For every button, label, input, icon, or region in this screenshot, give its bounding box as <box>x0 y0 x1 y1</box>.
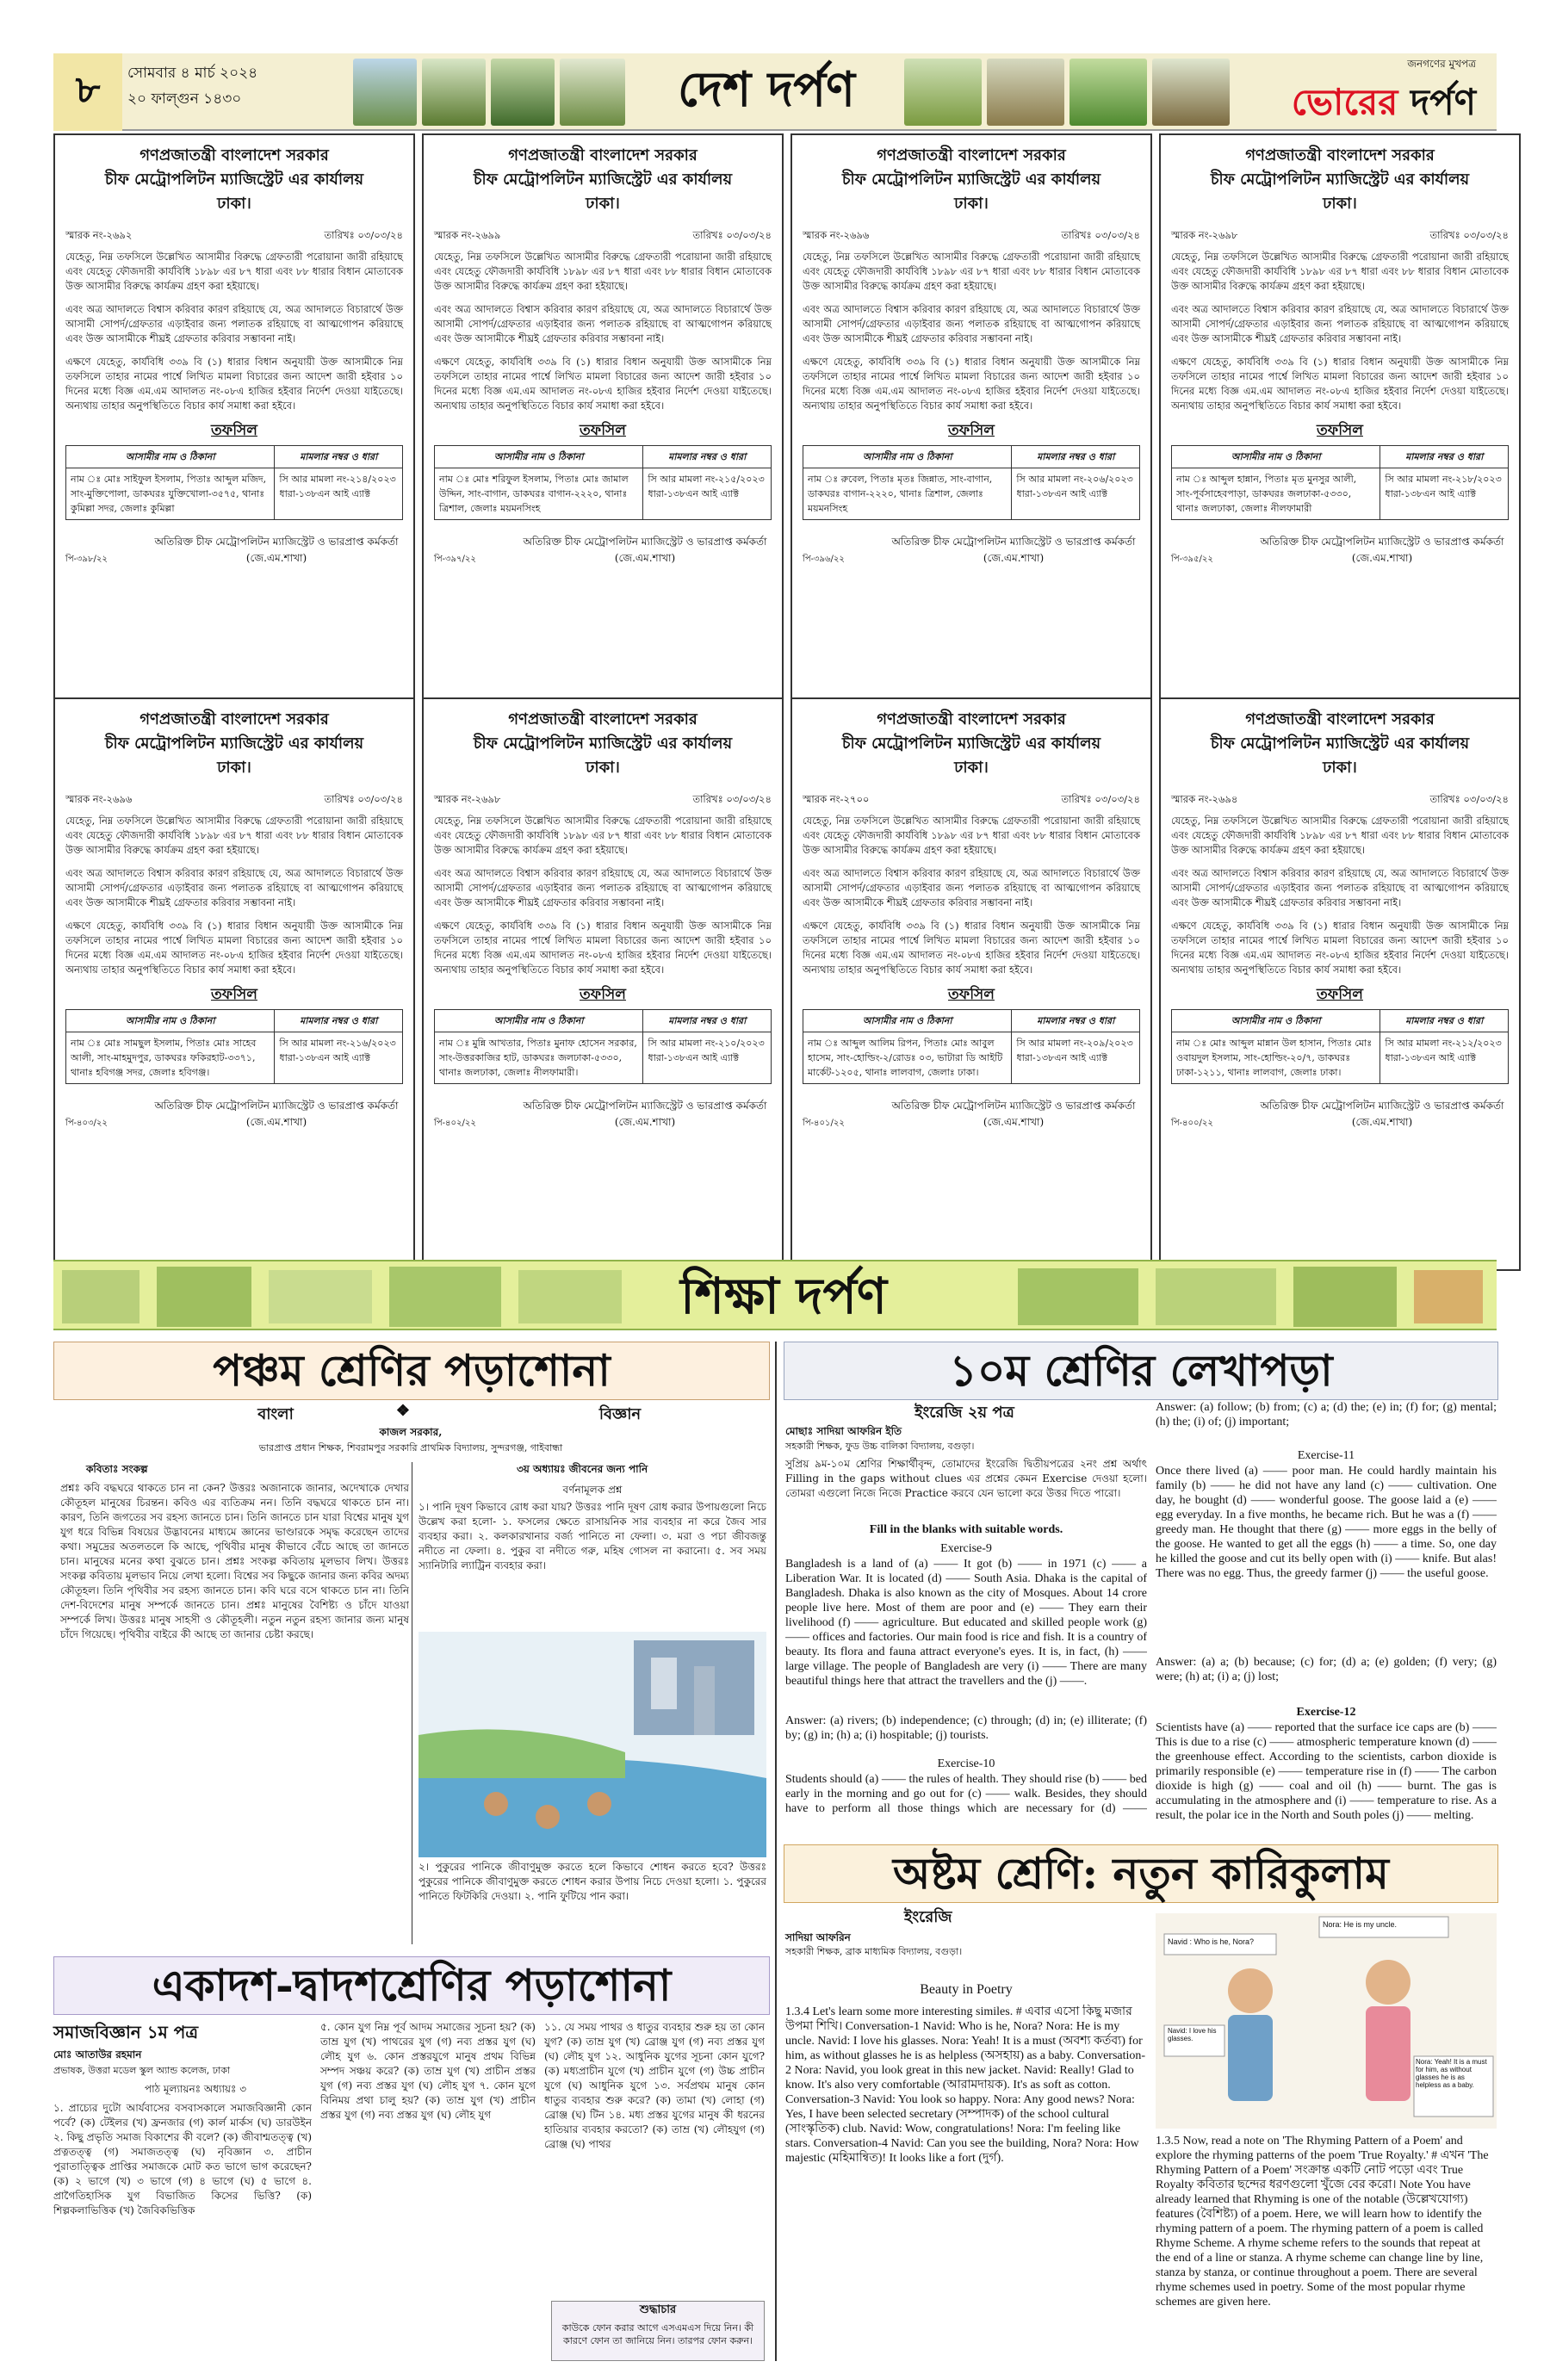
notice-paragraph-1: যেহেতু, নিম্ন তফসিলে উল্লেখিত আসামীর বিরুদ্ধে গ্রেফতারী পরোয়ানা জারী রহিয়াছে এবং যেহেতু ফৌজদারী কার্যবিধি ১৮৯৮ এর ৮৭ ধারা এবং ৮৮ ধারার বিধান মোতাবেক উক্ত আসামীর বিরুদ্ধে কার্যক্রম গ্রহণ করা হইয়াছে। <box>1171 815 1509 856</box>
exercise12-text: Scientists have (a) —— reported that the surface ice caps are (b) —— This is due to a rise (c) —— atmospheric temperature known (d) —— the greenhouse effect. According to the scientists, carbon dioxide is primarily responsible (e) —— temperature rise in (f) —— The carbon dioxide is high (g) —— coal and oil (h) —— burnt. The gas is accumulating in the atmosphere and (i) —— temperature to rise. As a result, the polar ice in the North and South poles (j) —— melting. <box>1156 1721 1497 1822</box>
date-block <box>127 60 350 122</box>
notice-office: চীফ মেট্রোপলিটন ম্যাজিস্ট্রেট এর কার্যালয় <box>1210 170 1470 189</box>
table-header: মামলার নম্বর ও ধারা <box>275 1010 403 1032</box>
photo <box>1070 59 1147 126</box>
notice-code: পি-৩৯৮/২২ <box>65 555 108 564</box>
notice-office: চীফ মেট্রোপলিটন ম্যাজিস্ট্রেট এর কার্যালয় <box>841 734 1101 753</box>
notice-ref: স্মারক নং-২৭০০ <box>803 793 870 805</box>
notice-paragraph-2: এবং অত্র আদালতে বিশ্বাস করিবার কারণ রহিয়াছে যে, অত্র আদালতে বিচারার্থে উক্ত আসামী সোপর্দ/গ্রেফতার এড়াইবার জন্য পলাতক রহিয়াছে বা আত্মগোপন করিয়াছে এবং উক্ত আসামীকে শীঘ্রই গ্রেফতার করিবার সম্ভাবনা নাই। <box>803 867 1140 908</box>
notice-paragraph-3: এক্ষণে যেহেতু, কার্যবিধি ৩৩৯ বি (১) ধারার বিধান অনুযায়ী উক্ত আসামীকে নিম্ন তফসিলে তাহার নামের পার্শ্বে লিখিত মামলা বিচারের জন্য আদেশ জারী হইবার ১০ দিনের মধ্যে বিজ্ঞ এম.এম আদালত নং-০৮এ হাজির হইবার নির্দেশ দেওয়া যাইতেছে। অন্যথায় তাহার অনুপস্থিতিতে বিচার কার্য সমাধা করা হইবে। <box>434 920 772 976</box>
notice-office: চীফ মেট্রোপলিটন ম্যাজিস্ট্রেট এর কার্যালয় <box>473 734 733 753</box>
class8-lesson-text2: 1.3.5 Now, read a note on 'The Rhyming Pattern of a Poem' and explore the rhyming patterns of the poem 'True Royalty.' # এখন 'The Rhyming Pattern of a Poem' সংক্রান্ত একটি নোট পড়ো এবং True Royalty কবিতার ছন্দের ধরণগুলো খুঁজে বের করো। Note You have already learned that Rhyming is one of the notable (উল্লেখযোগ্য) features (বৈশিষ্ট্য) of a poem. Here, we will learn how to identify the rhyming pattern of a poem. The rhyming pattern of a poem is called Rhyme Scheme. A rhyme scheme refers to the sounds that repeat at the end of a line or stanza. A rhyme scheme can change line by line, stanza by stanza, or continue throughout a poem. There are several rhyme schemes used in poetry. Some of the most popular rhyme schemes are given here. <box>1156 2135 1489 2309</box>
notice-government: গণপ্রজাতন্ত্রী বাংলাদেশ সরকার <box>877 146 1066 164</box>
speech-bubble-4: Nora: Yeah! It is a must for him, as without glasses he is as helpless as a baby. <box>1416 2058 1487 2089</box>
accused-details: নাম ঃ আব্দুল হান্নান, পিতাঃ মৃত মুনসুর আলী, সাং-পূর্বসাহেবপাড়া, ডাকঘরঃ জলঢাকা-৫৩৩০, থানাঃ জলঢাকা, জেলাঃ নীলফামারী <box>1172 468 1380 520</box>
notice-date: তারিখঃ ০৩/০৩/২৪ <box>1061 793 1140 805</box>
class8-title: অষ্টম শ্রেণি: নতুন কারিকুলাম <box>784 1844 1498 1903</box>
exercise9-title: Exercise-9 <box>940 1542 992 1555</box>
notice-schedule-table <box>803 445 1140 520</box>
notice-schedule-title: তফসিল <box>1317 422 1363 439</box>
notice-signature: অতিরিক্ত চীফ মেট্রোপলিটন ম্যাজিস্ট্রেট ও ভারপ্রাপ্ত কর্মকর্তা (জে.এম.শাখা) <box>154 1100 399 1128</box>
class5-science-q2: ২। পুকুরের পানিকে জীবাণুমুক্ত করতে হলে কিভাবে শোধন করতে হবে? উত্তরঃ পুকুরের পানিকে জীবাণুমুক্ত করতে শোধন করার উপায় নিচে দেওয়া হলো। ১. পুকুরের পানিতে ফিটকিরি দেওয়া। ২. পানি ফুটিয়ে পান করা। <box>418 1861 766 1902</box>
notice-schedule-title: তফসিল <box>948 422 995 439</box>
notice-paragraph-2: এবং অত্র আদালতে বিশ্বাস করিবার কারণ রহিয়াছে যে, অত্র আদালতে বিচারার্থে উক্ত আসামী সোপর্দ/গ্রেফতার এড়াইবার জন্য পলাতক রহিয়াছে বা আত্মগোপন করিয়াছে এবং উক্ত আসামীকে শীঘ্রই গ্রেফতার করিবার সম্ভাবনা নাই। <box>434 303 772 344</box>
notice-ref: স্মারক নং-২৬৯৬ <box>803 229 870 241</box>
notice-office: চীফ মেট্রোপলিটন ম্যাজিস্ট্রেট এর কার্যালয় <box>104 170 364 189</box>
table-header: মামলার নম্বর ও ধারা <box>1012 446 1140 468</box>
class5-subject-bangla: বাংলা <box>257 1405 294 1423</box>
table-header: মামলার নম্বর ও ধারা <box>275 446 403 468</box>
case-details: সি আর মামলা নং-২১৮/২০২৩ ধারা-১৩৮এন আই এ্যাক্ট <box>1380 468 1509 520</box>
notice-government: গণপ্রজাতন্ত্রী বাংলাদেশ সরকার <box>140 710 329 728</box>
notice-paragraph-1: যেহেতু, নিম্ন তফসিলে উল্লেখিত আসামীর বিরুদ্ধে গ্রেফতারী পরোয়ানা জারী রহিয়াছে এবং যেহেতু ফৌজদারী কার্যবিধি ১৮৯৮ এর ৮৭ ধারা এবং ৮৮ ধারার বিধান মোতাবেক উক্ত আসামীর বিরুদ্ধে কার্যক্রম গ্রহণ করা হইয়াছে। <box>803 251 1140 292</box>
notice-paragraph-2: এবং অত্র আদালতে বিশ্বাস করিবার কারণ রহিয়াছে যে, অত্র আদালতে বিচারার্থে উক্ত আসামী সোপর্দ/গ্রেফতার এড়াইবার জন্য পলাতক রহিয়াছে বা আত্মগোপন করিয়াছে এবং উক্ত আসামীকে শীঘ্রই গ্রেফতার করিবার সম্ভাবনা নাই। <box>65 303 403 344</box>
notice-paragraph-3: এক্ষণে যেহেতু, কার্যবিধি ৩৩৯ বি (১) ধারার বিধান অনুযায়ী উক্ত আসামীকে নিম্ন তফসিলে তাহার নামের পার্শ্বে লিখিত মামলা বিচারের জন্য আদেশ জারী হইবার ১০ দিনের মধ্যে বিজ্ঞ এম.এম আদালত নং-০৮এ হাজির হইবার নির্দেশ দেওয়া যাইতেছে। অন্যথায় তাহার অনুপস্থিতিতে বিচার কার্য সমাধা করা হইবে। <box>65 356 403 412</box>
class11-mcq-col2: ৫. কোন যুগ নিম্ন পূর্ব আদম সমাজের সূচনা হয়? (ক) তাম্র যুগ (খ) পাথরের যুগ (গ) নব্য প্রস্তর যুগ (ঘ) লৌহ যুগ ৬. কোন প্রস্তরযুগে মানুষ প্রথম বিভিন্ন সম্পদ সঞ্চয় করে? (ক) তাম্র যুগ (খ) প্রাচীন প্রস্তর যুগ (গ) নব্য প্রস্তর যুগ (ঘ) লৌহ যুগ ৭. কোন যুগে বিনিময় প্রথা চালু হয়? (ক) তাম্র যুগ (খ) প্রাচীন প্রস্তর যুগ (গ) নব্য প্রস্তর যুগ (ঘ) লৌহ যুগ <box>320 2021 536 2121</box>
table-header: আসামীর নাম ও ঠিকানা <box>435 446 643 468</box>
class10-author-role: সহকারী শিক্ষক, ফুড উচ্চ বালিকা বিদ্যালয়, বগুড়া। <box>785 1441 975 1452</box>
notice-office: চীফ মেট্রোপলিটন ম্যাজিস্ট্রেট এর কার্যালয় <box>104 734 364 753</box>
notice-schedule-table <box>65 445 403 520</box>
notice-signature: অতিরিক্ত চীফ মেট্রোপলিটন ম্যাজিস্ট্রেট ও ভারপ্রাপ্ত কর্মকর্তা (জে.এম.শাখা) <box>523 536 767 564</box>
notice-paragraph-1: যেহেতু, নিম্ন তফসিলে উল্লেখিত আসামীর বিরুদ্ধে গ্রেফতারী পরোয়ানা জারী রহিয়াছে এবং যেহেতু ফৌজদারী কার্যবিধি ১৮৯৮ এর ৮৭ ধারা এবং ৮৮ ধারার বিধান মোতাবেক উক্ত আসামীর বিরুদ্ধে কার্যক্রম গ্রহণ করা হইয়াছে। <box>434 815 772 856</box>
table-row <box>66 1032 403 1084</box>
class10-title: ১০ম শ্রেণির লেখাপড়া <box>784 1342 1498 1400</box>
accused-details: নাম ঃ আব্দুল আলিম রিপন, পিতাঃ মোঃ আবুল হাসেম, সাং-হোল্ডিং-২/রোডঃ ০৩, ভাটারা ডি আইটি মার্কেট-১২০৫, থানাঃ লালবাগ, জেলাঃ ঢাকা। <box>803 1032 1012 1084</box>
notice-ref: স্মারক নং-২৬৯৮ <box>1171 229 1238 241</box>
photo <box>422 59 486 126</box>
notice-ref: স্মারক নং-২৬৯৬ <box>65 793 133 805</box>
newspaper-logo <box>1240 57 1493 127</box>
accused-details: নাম ঃ মোঃ সামছুল ইসলাম, পিতাঃ মোঃ সাহেব আলী, সাং-মাহমুদপুর, ডাকঘরঃ ফকিরহাট-৩৩৭১, থানাঃ হবিগঞ্জ সদর, জেলাঃ হবিগঞ্জ। <box>66 1032 275 1084</box>
exercise10-title: Exercise-10 <box>937 1757 995 1770</box>
notice-city: ঢাকা। <box>586 759 620 777</box>
class11-author-role: প্রভাষক, উত্তরা মডেল স্কুল অ্যান্ড কলেজ, ঢাকা <box>53 2065 231 2076</box>
class5-bangla-text: প্রশ্নঃ কবি বদ্ধঘরে থাকতে চান না কেন? উত্তরঃ অজানাকে জানার, অদেখাকে দেখার কৌতূহল মানুষের চিরন্তন। কবিও এর ব্যতিক্রম নন। তিনি বদ্ধঘরে থাকতে চান না। কারণ, তিনি জগতের সব রহস্য জানতে চান। তিনি জানতে চান যারা বিশ্বের মানুষ যুগ যুগ ধরে বিভিন্ন বিষয়ের উদ্ভাবনের মাধ্যমে জ্ঞানের ভাণ্ডারকে সমৃদ্ধ করেছেন তাদের কথা। সমুদ্রের অতলতলে কি আছে, পৃথিবীর মানুষ কীভাবে বেঁচে আছে তা জানতে চান। মানুষের মনের কথা বুঝতে চান। প্রশ্নঃ সংকল্প কবিতায় মূলভাব লিখ। উত্তরঃ সংকল্প কবিতায় মূলভাব নিয়ে লেখা হলো। বিশ্বের সব কিছুকে জানার জন্য কবির অদম্য কৌতূহল। তিনি পৃথিবীর সব রহস্য জানতে চান। কবি ঘরে বসে থাকতে চান না। তিনি দেশ-বিদেশের মানুষ সম্পর্কে জানতে চান। প্রশ্নঃ মানুষের বৈশিষ্ট্য ও চাঁদে যাওয়া সম্পর্কে লিখ। উত্তরঃ মানুষ সাহসী ও কৌতূহলী। নতুন নতুন রহস্য জানার জন্য মানুষ চাঁদে গিয়েছে। পৃথিবীর বাইরে কী আছে তা জানার চেষ্টা করছে। <box>60 1482 409 1640</box>
photo <box>353 59 417 126</box>
accused-details: নাম ঃ মোঃ শরিফুল ইসলাম, পিতাঃ মোঃ জামাল উদ্দিন, সাং-বাগান, ডাকঘরঃ বাগান-২২২০, থানাঃ ত্রিশাল, জেলাঃ ময়মনসিংহ <box>435 468 643 520</box>
masthead-photo-strip-left <box>353 55 629 129</box>
table-header: আসামীর নাম ও ঠিকানা <box>435 1010 643 1032</box>
notice-signature: অতিরিক্ত চীফ মেট্রোপলিটন ম্যাজিস্ট্রেট ও ভারপ্রাপ্ত কর্মকর্তা (জে.এম.শাখা) <box>891 1100 1136 1128</box>
correction-box <box>551 2301 765 2361</box>
notice-signature: অতিরিক্ত চীফ মেট্রোপলিটন ম্যাজিস্ট্রেট ও ভারপ্রাপ্ত কর্মকর্তা (জে.এম.শাখা) <box>523 1100 767 1128</box>
table-row <box>1172 468 1509 520</box>
brand-name-b: দর্পণ <box>1410 81 1476 123</box>
case-details: সি আর মামলা নং-২১০/২০২৩ ধারা-১৩৮এন আই এ্যাক্ট <box>643 1032 772 1084</box>
class10-subject: ইংরেজি ২য় পত্র <box>914 1404 1014 1422</box>
exercise9-answer: Answer: (a) rivers; (b) independence; (c) through; (d) in; (e) illiterate; (f) by; (g) in; (h) a; (i) hospitable; (j) tourists. <box>785 1714 1147 1742</box>
table-header: আসামীর নাম ও ঠিকানা <box>66 446 275 468</box>
court-notice <box>790 133 1152 707</box>
table-row <box>435 468 772 520</box>
court-notice <box>53 697 415 1271</box>
notice-government: গণপ্রজাতন্ত্রী বাংলাদেশ সরকার <box>877 710 1066 728</box>
notice-city: ঢাকা। <box>954 759 989 777</box>
court-notice <box>53 133 415 707</box>
notice-date: তারিখঃ ০৩/০৩/২৪ <box>1429 793 1509 805</box>
court-notice <box>1159 697 1521 1271</box>
notice-paragraph-3: এক্ষণে যেহেতু, কার্যবিধি ৩৩৯ বি (১) ধারার বিধান অনুযায়ী উক্ত আসামীকে নিম্ন তফসিলে তাহার নামের পার্শ্বে লিখিত মামলা বিচারের জন্য আদেশ জারী হইবার ১০ দিনের মধ্যে বিজ্ঞ এম.এম আদালত নং-০৮এ হাজির হইবার নির্দেশ দেওয়া যাইতেছে। অন্যথায় তাহার অনুপস্থিতিতে বিচার কার্য সমাধা করা হইবে। <box>803 920 1140 976</box>
notice-schedule-table <box>1171 445 1509 520</box>
table-row <box>66 468 403 520</box>
notice-city: ঢাকা। <box>1323 759 1357 777</box>
exercise10-text: Students should (a) —— the rules of health. They should rise (b) —— bed early in the morning and go out for (c) —— walk. Besides, they should have to perform all those things which are necessary for (d) —— <box>785 1773 1147 1815</box>
notice-paragraph-1: যেহেতু, নিম্ন তফসিলে উল্লেখিত আসামীর বিরুদ্ধে গ্রেফতারী পরোয়ানা জারী রহিয়াছে এবং যেহেতু ফৌজদারী কার্যবিধি ১৮৯৮ এর ৮৭ ধারা এবং ৮৮ ধারার বিধান মোতাবেক উক্ত আসামীর বিরুদ্ধে কার্যক্রম গ্রহণ করা হইয়াছে। <box>65 251 403 292</box>
table-header: মামলার নম্বর ও ধারা <box>1380 1010 1509 1032</box>
notice-paragraph-3: এক্ষণে যেহেতু, কার্যবিধি ৩৩৯ বি (১) ধারার বিধান অনুযায়ী উক্ত আসামীকে নিম্ন তফসিলে তাহার নামের পার্শ্বে লিখিত মামলা বিচারের জন্য আদেশ জারী হইবার ১০ দিনের মধ্যে বিজ্ঞ এম.এম আদালত নং-০৮এ হাজির হইবার নির্দেশ দেওয়া যাইতেছে। অন্যথায় তাহার অনুপস্থিতিতে বিচার কার্য সমাধা করা হইবে। <box>1171 356 1509 412</box>
section-title: দেশ দর্পণ <box>677 61 856 118</box>
notice-paragraph-3: এক্ষণে যেহেতু, কার্যবিধি ৩৩৯ বি (১) ধারার বিধান অনুযায়ী উক্ত আসামীকে নিম্ন তফসিলে তাহার নামের পার্শ্বে লিখিত মামলা বিচারের জন্য আদেশ জারী হইবার ১০ দিনের মধ্যে বিজ্ঞ এম.এম আদালত নং-০৮এ হাজির হইবার নির্দেশ দেওয়া যাইতেছে। অন্যথায় তাহার অনুপস্থিতিতে বিচার কার্য সমাধা করা হইবে। <box>434 356 772 412</box>
class10-intro: সুপ্রিয় ৯ম-১০ম শ্রেণির শিক্ষার্থীবৃন্দ, তোমাদের ইংরেজি দ্বিতীয়পত্রের ২নং প্রশ্ন অর্থাৎ Filling in the gaps without clues এর প্রশ্নের কেমন Exercise দেওয়া হলো। তোমরা এগুলো নিজে নিজে Practice করবে যেন ভালো করে উত্তর দিতে পারো। <box>785 1458 1147 1499</box>
correction-title: শুদ্ধাচার <box>639 2303 677 2316</box>
table-header: মামলার নম্বর ও ধারা <box>1012 1010 1140 1032</box>
table-row <box>803 1032 1140 1084</box>
notice-schedule-title: তফসিল <box>580 986 626 1003</box>
photo <box>491 59 555 126</box>
class8-lesson-text: 1.3.4 Let's learn some more interesting similes. # এবার এসো কিছু মজার উপমা শিখি। Conversation-1 Navid: Who is he, Nora? Nora: He is my uncle. Navid: I love his glasses. Nora: Yeah! It is a must (অবশ্য কর্তব্য) for him, as without glasses he is as helpless (অসহায়) as a baby. Conversation-2 Nora: Navid, you look great in this new jacket. Navid: Really! Glad to know. It's also very comfortable (আরামদায়ক). It's as soft as cotton. Conversation-3 Navid: You look so happy. Nora: Any good news? Nora: Yes, I have been selected secretary (সম্পাদক) of the school cultural (সাংস্কৃতিক) club. Navid: Wow, congratulations! Nora: I'm feeling like stars. Conversation-4 Navid: Can you see the building, Nora? Nora: How majestic (মহিমান্বিত)! It looks like a fort (দুর্গ). <box>785 2005 1146 2165</box>
correction-text: কাউকে ফোন করার আগে এসএমএস দিয়ে নিন। কী কারণে ফোন তা জানিয়ে নিন। তারপর ফোন করুন। <box>561 2322 754 2346</box>
notice-paragraph-2: এবং অত্র আদালতে বিশ্বাস করিবার কারণ রহিয়াছে যে, অত্র আদালতে বিচারার্থে উক্ত আসামী সোপর্দ/গ্রেফতার এড়াইবার জন্য পলাতক রহিয়াছে বা আত্মগোপন করিয়াছে এবং উক্ত আসামীকে শীঘ্রই গ্রেফতার করিবার সম্ভাবনা নাই। <box>65 867 403 908</box>
accused-details: নাম ঃ মোঃ আব্দুল মান্নান উল হাসান, পিতাঃ মোঃ ওবায়দুল ইসলাম, সাং-হোল্ডিং-২০/৭, ডাকঘরঃ ঢাকা-১২১১, থানাঃ লালবাগ, জেলাঃ ঢাকা। <box>1172 1032 1380 1084</box>
notice-schedule-table <box>803 1009 1140 1084</box>
exercise9-text: Bangladesh is a land of (a) —— It got (b) —— in 1971 (c) —— a Liberation War. It is located (d) —— South Asia. Dhaka is the capital of Bangladesh. Dhaka is also known as the city of Mosques. About 14 crore people live here. Most of them are poor and (e) —— They earn their livelihood (f) —— agriculture. But educated and skilled people work (g) —— offices and factories. Our main food is rice and fish. It is a country of beauty. Its flora and fauna attract everyone's eyes. It is, in fact, (h) —— large village. The people of Bangladesh are very (i) —— There are many beautiful things here that attract the travellers and the (j) ——. <box>785 1558 1147 1688</box>
notice-city: ঢাকা। <box>217 759 251 777</box>
table-header: মামলার নম্বর ও ধারা <box>643 1010 772 1032</box>
notice-date: তারিখঃ ০৩/০৩/২৪ <box>1061 229 1140 241</box>
brand-name <box>1240 74 1493 135</box>
case-details: সি আর মামলা নং-২১৫/২০২৩ ধারা-১৩৮এন আই এ্যাক্ট <box>643 468 772 520</box>
notice-city: ঢাকা। <box>1323 195 1357 213</box>
table-row <box>435 1032 772 1084</box>
court-notice <box>422 697 784 1271</box>
court-notice <box>790 697 1152 1271</box>
notice-schedule-table <box>434 1009 772 1084</box>
exercise11-answer: Answer: (a) a; (b) because; (c) for; (d) a; (e) golden; (f) very; (g) were; (h) at; (i) a; (j) lost; <box>1156 1656 1497 1683</box>
notice-date: তারিখঃ ০৩/০৩/২৪ <box>692 229 772 241</box>
accused-details: নাম ঃ মুন্নি আখতার, পিতাঃ মুনাফ হোসেন সরকার, সাং-উত্তরকাজির হাট, ডাকঘরঃ জলঢাকা-৫৩৩০, থানাঃ জলঢাকা, জেলাঃ নীলফামারী। <box>435 1032 643 1084</box>
case-details: সি আর মামলা নং-২১৬/২০২৩ ধারা-১৩৮এন আই এ্যাক্ট <box>275 1032 403 1084</box>
notice-date: তারিখঃ ০৩/০৩/২৪ <box>324 229 403 241</box>
notice-schedule-title: তফসিল <box>1317 986 1363 1003</box>
notice-paragraph-2: এবং অত্র আদালতে বিশ্বাস করিবার কারণ রহিয়াছে যে, অত্র আদালতে বিচারার্থে উক্ত আসামী সোপর্দ/গ্রেফতার এড়াইবার জন্য পলাতক রহিয়াছে বা আত্মগোপন করিয়াছে এবং উক্ত আসামীকে শীঘ্রই গ্রেফতার করিবার সম্ভাবনা নাই। <box>1171 867 1509 908</box>
notice-paragraph-2: এবং অত্র আদালতে বিশ্বাস করিবার কারণ রহিয়াছে যে, অত্র আদালতে বিচারার্থে উক্ত আসামী সোপর্দ/গ্রেফতার এড়াইবার জন্য পলাতক রহিয়াছে বা আত্মগোপন করিয়াছে এবং উক্ত আসামীকে শীঘ্রই গ্রেফতার করিবার সম্ভাবনা নাই। <box>1171 303 1509 344</box>
class11-mcq-col3: ১১. যে সময় পাথর ও ধাতুর ব্যবহার শুরু হয় তা কোন যুগ? (ক) তাম্র যুগ (খ) ব্রোঞ্জ যুগ (গ) নব্য প্রস্তর যুগ (ঘ) লৌহ যুগ ১২. আধুনিক যুগের সূচনা কোন যুগে? (ক) মধ্যপ্রাচীন যুগে (খ) প্রাচীন যুগে (গ) উচ্চ প্রাচীন যুগে (ঘ) আধুনিক যুগে ১৩. সর্বপ্রথম মানুষ কোন ধাতুর ব্যবহার শুরু করে? (ক) তামা (খ) লোহা (গ) ব্রোঞ্জ (ঘ) টিন ১৪. মধ্য প্রস্তর যুগের মানুষ কী ধরনের হাতিয়ার ব্যবহার করতো? (ক) তাম্র (খ) লৌহযুগ (গ) ব্রোঞ্জ (ঘ) পাথর <box>544 2021 765 2150</box>
class5-title: পঞ্চম শ্রেণির পড়াশোনা <box>53 1342 770 1400</box>
speech-bubble-3: Navid: I love his glasses. <box>1168 2027 1217 2042</box>
notice-code: পি-৪০০/২২ <box>1171 1119 1213 1128</box>
notice-city: ঢাকা। <box>217 195 251 213</box>
class5-science-heading: বর্ণনামূলক প্রশ্ন <box>562 1484 623 1496</box>
notice-schedule-table <box>65 1009 403 1084</box>
notice-paragraph-2: এবং অত্র আদালতে বিশ্বাস করিবার কারণ রহিয়াছে যে, অত্র আদালতে বিচারার্থে উক্ত আসামী সোপর্দ/গ্রেফতার এড়াইবার জন্য পলাতক রহিয়াছে বা আত্মগোপন করিয়াছে এবং উক্ত আসামীকে শীঘ্রই গ্রেফতার করিবার সম্ভাবনা নাই। <box>803 303 1140 344</box>
notice-office: চীফ মেট্রোপলিটন ম্যাজিস্ট্রেট এর কার্যালয় <box>841 170 1101 189</box>
exercise10-answer: Answer: (a) follow; (b) from; (c) a; (d) the; (e) in; (f) for; (g) mental; (h) the; (i) of; (j) important; <box>1156 1401 1497 1429</box>
table-header: আসামীর নাম ও ঠিকানা <box>66 1010 275 1032</box>
notice-government: গণপ্রজাতন্ত্রী বাংলাদেশ সরকার <box>508 146 698 164</box>
notice-office: চীফ মেট্রোপলিটন ম্যাজিস্ট্রেট এর কার্যালয় <box>473 170 733 189</box>
notice-schedule-title: তফসিল <box>211 422 257 439</box>
class5-science-topic: ৩য় অধ্যায়ঃ জীবনের জন্য পানি <box>517 1463 648 1475</box>
notice-paragraph-3: এক্ষণে যেহেতু, কার্যবিধি ৩৩৯ বি (১) ধারার বিধান অনুযায়ী উক্ত আসামীকে নিম্ন তফসিলে তাহার নামের পার্শ্বে লিখিত মামলা বিচারের জন্য আদেশ জারী হইবার ১০ দিনের মধ্যে বিজ্ঞ এম.এম আদালত নং-০৮এ হাজির হইবার নির্দেশ দেওয়া যাইতেছে। অন্যথায় তাহার অনুপস্থিতিতে বিচার কার্য সমাধা করা হইবে। <box>65 920 403 976</box>
exercise11-text: Once there lived (a) —— poor man. He could hardly maintain his family (b) —— he did not have any land (c) —— cultivation. One day, he bought (d) —— wonderful goose. The goose laid a (e) —— egg everyday. In a five months, he became rich. But he was a (f) ——greedy man. He thought that there (g) —— more eggs in the belly of the goose. He wanted to get all the eggs (h) —— a time. So, one day he killed the goose and cut its belly open with (i) —— knife. But alas! There was no egg. Thus, the greedy farmer (j) —— the useful goose. <box>1156 1465 1497 1580</box>
notice-code: পি-৩৯৬/২২ <box>803 555 845 564</box>
class5-science-text: ১। পানি দূষণ কিভাবে রোধ করা যায়? উত্তরঃ পানি দূষণ রোধ করার উপায়গুলো নিচে উল্লেখ করা হলো- ১. ফসলের ক্ষেতে রাসায়নিক সার ব্যবহার না করে জৈব সার ব্যবহার করা। ২. কলকারখানার বর্জ্য পানিতে না ফেলা। ৩. মরা ও পচা জীবজন্তু নদীতে না ফেলা। ৪. পুকুর বা নদীতে গরু, মহিষ গোসল না করানো। ৫. সব সময় স্যানিটারি ল্যাট্রিন ব্যবহার করা। <box>418 1501 766 1571</box>
speech-bubble-1: Navid : Who is he, Nora? <box>1168 1937 1255 1946</box>
notice-office: চীফ মেট্রোপলিটন ম্যাজিস্ট্রেট এর কার্যালয় <box>1210 734 1470 753</box>
table-header: আসামীর নাম ও ঠিকানা <box>803 446 1012 468</box>
notice-city: ঢাকা। <box>586 195 620 213</box>
notice-date: তারিখঃ ০৩/০৩/২৪ <box>692 793 772 805</box>
masthead-photo-strip-right <box>904 55 1231 129</box>
date-gregorian: সোমবার ৪ মার্চ ২০২৪ <box>127 65 258 82</box>
photo <box>904 59 982 126</box>
notice-government: গণপ্রজাতন্ত্রী বাংলাদেশ সরকার <box>1245 146 1435 164</box>
class11-author: মোঃ আতাউর রহমান <box>53 2048 142 2061</box>
class11-mcq-col1: ১. প্রাচ্যের দুটো আর্যবাসের বসবাসকালে সমাজবিজ্ঞানী কোন পর্বে? (ক) টেইলর (খ) ফ্রনজার (গ) কার্ল মার্কস (ঘ) ডারউইন ২. কিছু প্রভৃতি সমাজ বিকাশের কী বলে? (ক) জীবাশ্মতত্ত্ব (খ) প্রত্নতত্ত্ব (গ) সমাজতত্ত্ব (ঘ) নৃবিজ্ঞান ৩. প্রাচীন পুরাতাত্ত্বিক প্রাপ্তির সমাজকে মোট কত ভাগে ভাগ করেছেন? (ক) ২ ভাগে (খ) ৩ ভাগে (গ) ৪ ভাগে (ঘ) ৫ ভাগে ৪. প্রাগৈতিহাসিক যুগ বিভাজিত কিসের ভিত্তি? (ক) শিল্পকলাভিত্তিক (খ) জৈবিকভিত্তিক <box>53 2102 312 2216</box>
table-row <box>803 468 1140 520</box>
case-details: সি আর মামলা নং-২০৬/২০২৩ ধারা-১৩৮এন আই এ্যাক্ট <box>1012 468 1140 520</box>
table-header: আসামীর নাম ও ঠিকানা <box>803 1010 1012 1032</box>
brand-name-a: ভোরের <box>1291 81 1398 123</box>
case-details: সি আর মামলা নং-২১৪/২০২৩ ধারা-১৩৮এন আই এ্যাক্ট <box>275 468 403 520</box>
main-column-divider <box>775 1342 777 2361</box>
notice-ref: স্মারক নং-২৬৯৮ <box>434 793 501 805</box>
class5-author-role: ভারপ্রাপ্ত প্রধান শিক্ষক, শিবরামপুর সরকারি প্রাথমিক বিদ্যালয়, সুন্দরগঞ্জ, গাইবান্ধা <box>258 1442 563 1453</box>
notice-signature: অতিরিক্ত চীফ মেট্রোপলিটন ম্যাজিস্ট্রেট ও ভারপ্রাপ্ত কর্মকর্তা (জে.এম.শাখা) <box>891 536 1136 564</box>
education-banner-title: শিক্ষা দর্পণ <box>680 1267 887 1325</box>
class10-heading: Fill in the blanks with suitable words. <box>869 1523 1063 1536</box>
notice-city: ঢাকা। <box>954 195 989 213</box>
class8-author-role: সহকারী শিক্ষক, ব্রাক মাধ্যমিক বিদ্যালয়, বগুড়া। <box>785 1946 963 1957</box>
photo <box>987 59 1064 126</box>
speech-bubble-2: Nora: He is my uncle. <box>1323 1920 1398 1929</box>
notice-schedule-table <box>1171 1009 1509 1084</box>
notice-government: গণপ্রজাতন্ত্রী বাংলাদেশ সরকার <box>140 146 329 164</box>
water-pollution-illustration <box>418 1632 766 1857</box>
notice-ref: স্মারক নং-২৬৯৪ <box>1171 793 1238 805</box>
notice-schedule-title: তফসিল <box>580 422 626 439</box>
table-header: মামলার নম্বর ও ধারা <box>1380 446 1509 468</box>
photo <box>1152 59 1230 126</box>
class5-author: কাজল সরকার, <box>379 1426 443 1438</box>
notice-paragraph-2: এবং অত্র আদালতে বিশ্বাস করিবার কারণ রহিয়াছে যে, অত্র আদালতে বিচারার্থে উক্ত আসামী সোপর্দ/গ্রেফতার এড়াইবার জন্য পলাতক রহিয়াছে বা আত্মগোপন করিয়াছে এবং উক্ত আসামীকে শীঘ্রই গ্রেফতার করিবার সম্ভাবনা নাই। <box>434 867 772 908</box>
class11-title: একাদশ-দ্বাদশশ্রেণির পড়াশোনা <box>53 1956 770 2015</box>
notice-schedule-table <box>434 445 772 520</box>
table-header: মামলার নম্বর ও ধারা <box>643 446 772 468</box>
class8-lesson-title: Beauty in Poetry <box>920 1982 1013 1997</box>
class5-bangla-topic: কবিতাঃ সংকল্প <box>86 1463 148 1475</box>
exercise12-title: Exercise-12 <box>1296 1706 1356 1719</box>
class11-subject: সমাজবিজ্ঞান ১ম পত্র <box>53 2022 199 2042</box>
notice-government: গণপ্রজাতন্ত্রী বাংলাদেশ সরকার <box>1245 710 1435 728</box>
court-notice <box>422 133 784 707</box>
class10-author: মোছাঃ সাদিয়া আফরিন ইতি <box>785 1425 902 1437</box>
page-number: ৮ <box>53 53 122 131</box>
date-bangla: ২০ ফাল্গুন ১৪৩০ <box>127 90 242 108</box>
class5-subject-science: বিজ্ঞান <box>598 1405 642 1423</box>
notice-code: পি-৩৯৭/২২ <box>434 555 476 564</box>
notice-signature: অতিরিক্ত চীফ মেট্রোপলিটন ম্যাজিস্ট্রেট ও ভারপ্রাপ্ত কর্মকর্তা (জে.এম.শাখা) <box>1260 1100 1504 1128</box>
table-header: আসামীর নাম ও ঠিকানা <box>1172 446 1380 468</box>
notice-code: পি-৪০৩/২২ <box>65 1119 108 1128</box>
notice-date: তারিখঃ ০৩/০৩/২৪ <box>324 793 403 805</box>
table-header: আসামীর নাম ও ঠিকানা <box>1172 1010 1380 1032</box>
notice-paragraph-1: যেহেতু, নিম্ন তফসিলে উল্লেখিত আসামীর বিরুদ্ধে গ্রেফতারী পরোয়ানা জারী রহিয়াছে এবং যেহেতু ফৌজদারী কার্যবিধি ১৮৯৮ এর ৮৭ ধারা এবং ৮৮ ধারার বিধান মোতাবেক উক্ত আসামীর বিরুদ্ধে কার্যক্রম গ্রহণ করা হইয়াছে। <box>434 251 772 292</box>
notice-government: গণপ্রজাতন্ত্রী বাংলাদেশ সরকার <box>508 710 698 728</box>
notice-paragraph-1: যেহেতু, নিম্ন তফসিলে উল্লেখিত আসামীর বিরুদ্ধে গ্রেফতারী পরোয়ানা জারী রহিয়াছে এবং যেহেতু ফৌজদারী কার্যবিধি ১৮৯৮ এর ৮৭ ধারা এবং ৮৮ ধারার বিধান মোতাবেক উক্ত আসামীর বিরুদ্ধে কার্যক্রম গ্রহণ করা হইয়াছে। <box>803 815 1140 856</box>
notice-code: পি-৩৯৫/২২ <box>1171 555 1213 564</box>
diamond-icon: ❖ <box>395 1402 411 1420</box>
notice-date: তারিখঃ ০৩/০৩/২৪ <box>1429 229 1509 241</box>
case-details: সি আর মামলা নং-২১২/২০২৩ ধারা-১৩৮এন আই এ্যাক্ট <box>1380 1032 1509 1084</box>
notice-ref: স্মারক নং-২৬৯২ <box>65 229 133 241</box>
notice-paragraph-1: যেহেতু, নিম্ন তফসিলে উল্লেখিত আসামীর বিরুদ্ধে গ্রেফতারী পরোয়ানা জারী রহিয়াছে এবং যেহেতু ফৌজদারী কার্যবিধি ১৮৯৮ এর ৮৭ ধারা এবং ৮৮ ধারার বিধান মোতাবেক উক্ত আসামীর বিরুদ্ধে কার্যক্রম গ্রহণ করা হইয়াছে। <box>1171 251 1509 292</box>
exercise11-title: Exercise-11 <box>1297 1449 1355 1462</box>
notice-signature: অতিরিক্ত চীফ মেট্রোপলিটন ম্যাজিস্ট্রেট ও ভারপ্রাপ্ত কর্মকর্তা (জে.এম.শাখা) <box>1260 536 1504 564</box>
accused-details: নাম ঃ রুবেল, পিতাঃ মৃতঃ জিন্নাত, সাং-বাগান, ডাকঘরঃ বাগান-২২২০, থানাঃ ত্রিশাল, জেলাঃ ময়মনসিংহ <box>803 468 1012 520</box>
photo <box>560 59 625 126</box>
brand-tagline: জনগণের মুখপত্র <box>1407 58 1476 70</box>
notice-code: পি-৪০২/২২ <box>434 1119 476 1128</box>
notice-paragraph-3: এক্ষণে যেহেতু, কার্যবিধি ৩৩৯ বি (১) ধারার বিধান অনুযায়ী উক্ত আসামীকে নিম্ন তফসিলে তাহার নামের পার্শ্বে লিখিত মামলা বিচারের জন্য আদেশ জারী হইবার ১০ দিনের মধ্যে বিজ্ঞ এম.এম আদালত নং-০৮এ হাজির হইবার নির্দেশ দেওয়া যাইতেছে। অন্যথায় তাহার অনুপস্থিতিতে বিচার কার্য সমাধা করা হইবে। <box>803 356 1140 412</box>
court-notice <box>1159 133 1521 707</box>
notice-ref: স্মারক নং-২৬৯৯ <box>434 229 501 241</box>
notice-signature: অতিরিক্ত চীফ মেট্রোপলিটন ম্যাজিস্ট্রেট ও ভারপ্রাপ্ত কর্মকর্তা (জে.এম.শাখা) <box>154 536 399 564</box>
case-details: সি আর মামলা নং-২০৯/২০২৩ ধারা-১৩৮এন আই এ্যাক্ট <box>1012 1032 1140 1084</box>
illustration-art <box>418 1632 766 1857</box>
notice-paragraph-3: এক্ষণে যেহেতু, কার্যবিধি ৩৩৯ বি (১) ধারার বিধান অনুযায়ী উক্ত আসামীকে নিম্ন তফসিলে তাহার নামের পার্শ্বে লিখিত মামলা বিচারের জন্য আদেশ জারী হইবার ১০ দিনের মধ্যে বিজ্ঞ এম.এম আদালত নং-০৮এ হাজির হইবার নির্দেশ দেওয়া যাইতেছে। অন্যথায় তাহার অনুপস্থিতিতে বিচার কার্য সমাধা করা হইবে। <box>1171 920 1509 976</box>
table-row <box>1172 1032 1509 1084</box>
class8-subject: ইংরেজি <box>904 1908 952 1926</box>
notice-paragraph-1: যেহেতু, নিম্ন তফসিলে উল্লেখিত আসামীর বিরুদ্ধে গ্রেফতারী পরোয়ানা জারী রহিয়াছে এবং যেহেতু ফৌজদারী কার্যবিধি ১৮৯৮ এর ৮৭ ধারা এবং ৮৮ ধারার বিধান মোতাবেক উক্ত আসামীর বিরুদ্ধে কার্যক্রম গ্রহণ করা হইয়াছে। <box>65 815 403 856</box>
notice-schedule-title: তফসিল <box>948 986 995 1003</box>
class8-author: সাদিয়া আফরিন <box>785 1931 851 1943</box>
notice-code: পি-৪০১/২২ <box>803 1119 845 1128</box>
class11-chapter: পাঠ মূল্যায়নঃ অধ্যায়ঃ ৩ <box>144 2083 247 2095</box>
notice-schedule-title: তফসিল <box>211 986 257 1003</box>
conversation-illustration <box>1156 1913 1497 2129</box>
accused-details: নাম ঃ মোঃ সাইফুল ইসলাম, পিতাঃ আব্দুল মজিদ, সাং-মুক্তিপোলা, ডাকঘরঃ যুক্তিখোলা-৩৫৭৫, থানাঃ কুমিল্লা সদর, জেলাঃ কুমিল্লা <box>66 468 275 520</box>
